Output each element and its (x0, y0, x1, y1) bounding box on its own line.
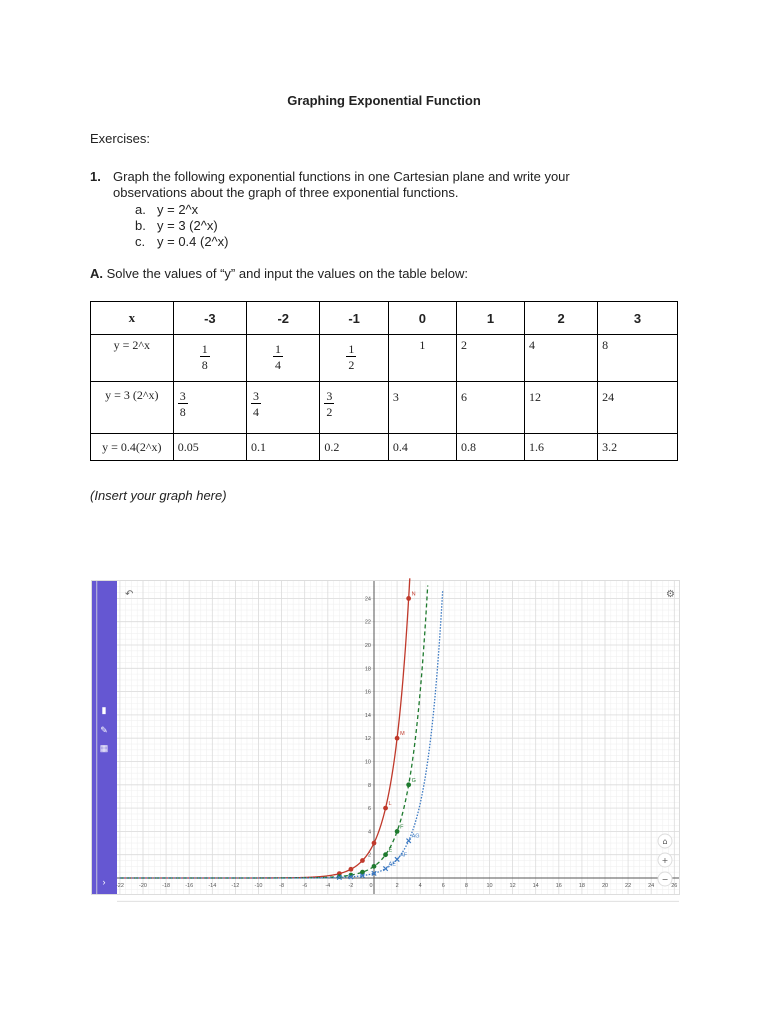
fraction: $\frac{3}{2}$ (326, 389, 333, 419)
gear-icon[interactable]: ⚙ (666, 589, 675, 600)
table-cell: 0.4 (388, 434, 456, 461)
x-tick-label: -20 (139, 883, 147, 889)
y-tick-label: 20 (364, 643, 371, 649)
graph-calculator[interactable] (91, 580, 680, 895)
x-tick-label: 4 (418, 883, 422, 889)
table-cell (173, 382, 246, 434)
x-tick-label: 24 (648, 883, 655, 889)
table-header-cell: x (91, 302, 174, 335)
x-tick-label: 22 (625, 883, 632, 889)
x-tick-label: 18 (578, 883, 585, 889)
zoom-in-icon[interactable]: + (661, 856, 669, 865)
exercises-label: Exercises: (90, 131, 150, 146)
x-tick-label: 14 (532, 883, 539, 889)
zoom-out-icon[interactable]: − (661, 875, 669, 884)
function-list (135, 202, 229, 250)
data-point (395, 736, 400, 741)
y-tick-label: 2 (367, 852, 371, 859)
values-table (90, 301, 678, 461)
y-tick-label: 22 (364, 619, 371, 626)
y-tick-label: 24 (364, 596, 371, 603)
y-tick-label: 16 (364, 689, 371, 696)
point-label: F (400, 824, 404, 831)
x-tick-label: 2 (395, 883, 399, 889)
row-label: y = 2^x (91, 335, 174, 382)
table-cell (247, 335, 320, 382)
x-tick-label: -8 (279, 883, 285, 889)
y-tick-label: 14 (364, 712, 371, 719)
table-header-cell: 0 (388, 302, 456, 335)
x-tick-label: -18 (162, 883, 171, 889)
point-label: G (411, 777, 416, 784)
data-point (406, 782, 411, 787)
y-tick-label: 4 (367, 829, 371, 836)
insert-graph-note: (Insert your graph here) (90, 488, 227, 503)
table-header-cell: -1 (320, 302, 388, 335)
point-label: L (388, 801, 392, 808)
table-cell: 3 (388, 382, 456, 434)
graph-canvas[interactable] (117, 581, 679, 894)
fraction: $\frac{3}{4}$ (253, 389, 260, 419)
x-tick-label: -2 (348, 883, 354, 889)
table-cell: 2 (456, 335, 524, 382)
fraction: $\frac{1}{2}$ (348, 342, 355, 372)
table-cell (320, 335, 388, 382)
point-label: N (411, 591, 416, 598)
point-label: E (388, 847, 393, 854)
table-header-cell: -2 (247, 302, 320, 335)
x-tick-label: -22 (115, 883, 124, 889)
x-tick-label: 20 (601, 883, 609, 889)
list-item: b. y = 3 (2^x) (135, 218, 218, 233)
x-tick-label: -6 (302, 883, 308, 889)
x-tick-label: -10 (254, 883, 263, 889)
data-point (360, 858, 365, 863)
table-icon[interactable]: ▦ (99, 743, 109, 753)
x-tick-label: -12 (231, 883, 240, 889)
table-cell: 4 (525, 335, 598, 382)
table-cell: 0.8 (456, 434, 524, 461)
x-tick-label: -4 (325, 883, 331, 889)
x-tick-label: 6 (441, 883, 445, 889)
table-cell: 0.2 (320, 434, 388, 461)
fraction: $\frac{3}{8}$ (179, 389, 186, 419)
list-item: c. y = 0.4 (2^x) (135, 234, 229, 249)
point-label: M (400, 731, 405, 738)
point-label: AG (411, 833, 420, 840)
data-point (406, 596, 411, 601)
table-header-cell: 2 (525, 302, 598, 335)
data-point (383, 852, 388, 857)
table-header-row (91, 302, 678, 335)
data-point (372, 841, 377, 846)
fraction: $\frac{1}{4}$ (275, 342, 282, 372)
point-label: AE (388, 861, 396, 868)
table-cell: 1.6 (525, 434, 598, 461)
row-label: y = 3 (2^x) (91, 382, 174, 434)
table-header-cell: -3 (173, 302, 246, 335)
x-tick-label: -14 (208, 883, 217, 889)
table-cell (320, 382, 388, 434)
fraction: $\frac{1}{8}$ (201, 342, 208, 372)
table-cell: 12 (525, 382, 598, 434)
tools-icon[interactable]: ✎ (100, 725, 108, 735)
home-icon[interactable]: ⌂ (662, 837, 668, 846)
question-number: 1. (90, 169, 101, 184)
list-item: a. y = 2^x (135, 202, 199, 217)
data-point (395, 829, 400, 834)
data-point (349, 867, 354, 872)
table-cell (247, 382, 320, 434)
table-header-cell: 3 (598, 302, 678, 335)
undo-icon[interactable]: ↶ (125, 589, 134, 600)
part-a-instruction: A. Solve the values of “y” and input the values on the table below: (90, 266, 468, 281)
table-row (91, 382, 678, 434)
data-point (383, 806, 388, 811)
x-tick-label: 10 (486, 883, 493, 889)
table-cell: 3.2 (598, 434, 678, 461)
table-cell: 6 (456, 382, 524, 434)
table-header-cell: 1 (456, 302, 524, 335)
table-cell (173, 335, 246, 382)
table-cell: 1 (388, 335, 456, 382)
row-label: y = 0.4(2^x) (91, 434, 174, 461)
table-cell: 24 (598, 382, 678, 434)
table-cell: 0.05 (173, 434, 246, 461)
x-tick-label: 16 (555, 883, 562, 889)
question-text: Graph the following exponential functions in one Cartesian plane and write your observations about the graph of three exponential functions. (113, 169, 570, 200)
x-tick-label: 26 (671, 883, 678, 889)
y-tick-label: 12 (364, 736, 371, 743)
y-tick-label: 6 (367, 806, 371, 813)
x-tick-label: 12 (509, 883, 516, 889)
y-tick-label: 18 (364, 666, 371, 673)
table-cell: 0.1 (247, 434, 320, 461)
table-row (91, 434, 678, 461)
expand-icon[interactable]: › (102, 877, 106, 887)
page-title: Graphing Exponential Function (287, 93, 481, 108)
table-cell: 8 (598, 335, 678, 382)
origin-label: 0 (369, 883, 373, 889)
point-label: AF (400, 852, 408, 859)
algebra-sidebar[interactable] (92, 581, 117, 894)
data-point (372, 864, 377, 869)
y-tick-label: 10 (364, 759, 371, 766)
x-tick-label: 8 (464, 883, 468, 889)
table-row (91, 335, 678, 382)
x-tick-label: -16 (185, 883, 194, 889)
y-tick-label: 8 (367, 782, 371, 789)
calculator-icon[interactable]: ▮ (101, 705, 107, 715)
